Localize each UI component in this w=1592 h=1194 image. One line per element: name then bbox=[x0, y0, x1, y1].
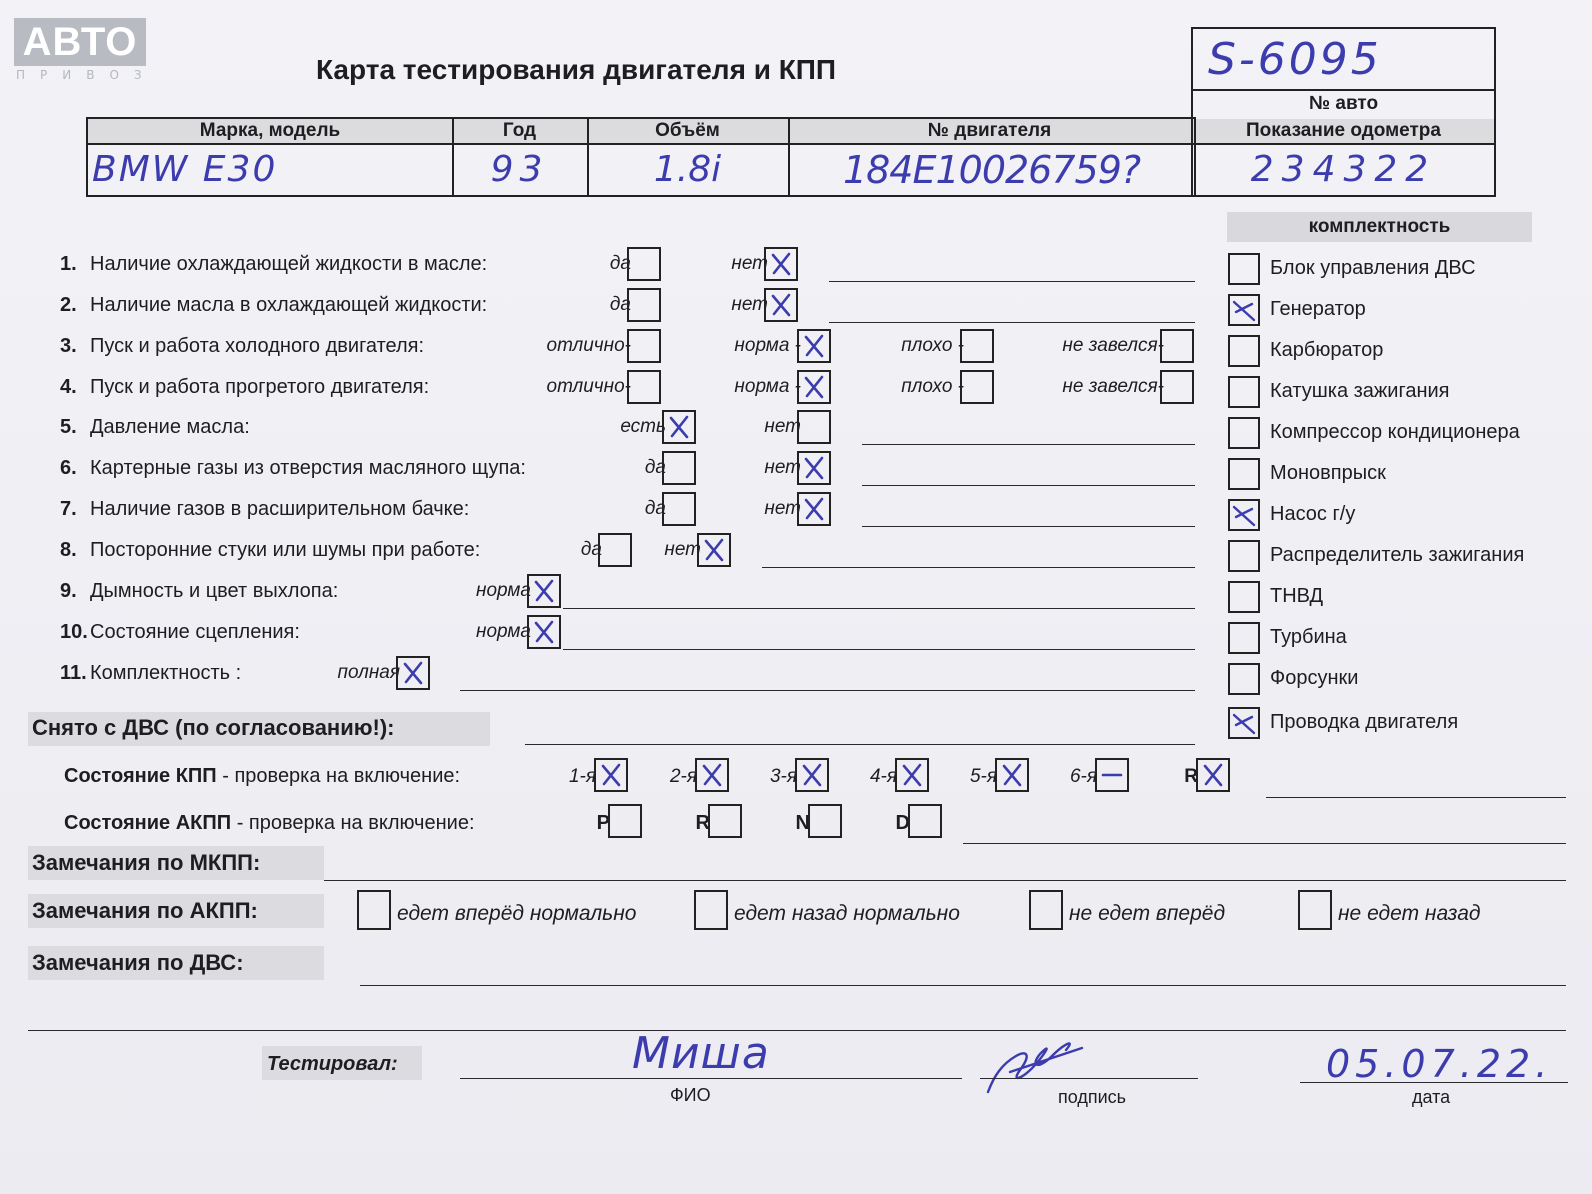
date-value[interactable]: 05.07.22. bbox=[1326, 1042, 1553, 1086]
header-col-odometer: Показание одометра bbox=[1246, 120, 1441, 141]
option-checkbox[interactable] bbox=[662, 492, 696, 526]
signature-stroke bbox=[988, 1043, 1082, 1092]
question-2 bbox=[60, 291, 487, 319]
option-checkbox[interactable] bbox=[797, 410, 831, 444]
component-label: Турбина bbox=[1270, 626, 1347, 648]
header-col-volume: Объём bbox=[655, 120, 720, 141]
question-number: 2. bbox=[60, 294, 77, 316]
check-x-mark bbox=[531, 619, 557, 645]
option-label: нет bbox=[731, 253, 768, 274]
date-caption: дата bbox=[1412, 1087, 1451, 1107]
gear-label: 1-я bbox=[568, 766, 596, 787]
option-label: не завелся- bbox=[1062, 335, 1164, 356]
component-checkbox[interactable] bbox=[1228, 707, 1260, 739]
akpp-mode-checkbox[interactable] bbox=[808, 804, 842, 838]
option-checkbox[interactable] bbox=[627, 288, 661, 322]
check-x-mark bbox=[400, 660, 426, 686]
question-text: Состояние сцепления: bbox=[90, 621, 300, 643]
gear-checkbox[interactable] bbox=[695, 758, 729, 792]
option-checkbox[interactable] bbox=[527, 615, 561, 649]
component-label: Катушка зажигания bbox=[1270, 380, 1450, 402]
kpp-label-bold: Состояние КПП bbox=[64, 765, 217, 787]
question-3 bbox=[60, 332, 424, 360]
remarks-akpp-label: Замечания по АКПП: bbox=[32, 898, 258, 923]
question-line[interactable] bbox=[862, 526, 1195, 527]
engine-number-value[interactable]: 184E10026759? bbox=[842, 148, 1141, 192]
option-label: да bbox=[644, 457, 666, 478]
header-col-engine-no: № двигателя bbox=[927, 120, 1052, 141]
question-line[interactable] bbox=[563, 649, 1195, 650]
option-label: есть bbox=[620, 416, 666, 437]
akpp-mode-checkbox[interactable] bbox=[608, 804, 642, 838]
option-checkbox[interactable] bbox=[960, 370, 994, 404]
kpp-line[interactable] bbox=[1266, 797, 1566, 798]
component-label: Генератор bbox=[1270, 298, 1366, 320]
akpp-remark-label: едет вперёд нормально bbox=[397, 902, 637, 925]
component-checkbox[interactable] bbox=[1228, 540, 1260, 572]
component-label: Моновпрыск bbox=[1270, 462, 1386, 484]
remarks-dvs-label: Замечания по ДВС: bbox=[32, 950, 244, 975]
question-line[interactable] bbox=[862, 444, 1195, 445]
dash-mark bbox=[1099, 762, 1125, 788]
question-6 bbox=[60, 454, 526, 482]
akpp-label-bold: Состояние АКПП bbox=[64, 812, 232, 834]
option-checkbox[interactable] bbox=[764, 288, 798, 322]
option-checkbox[interactable] bbox=[1160, 370, 1194, 404]
option-label: плохо - bbox=[901, 376, 964, 397]
akpp-mode-checkbox[interactable] bbox=[908, 804, 942, 838]
option-checkbox[interactable] bbox=[764, 247, 798, 281]
option-label: норма bbox=[476, 621, 531, 642]
option-label: нет bbox=[764, 416, 801, 437]
check-x-mark bbox=[699, 762, 725, 788]
gear-checkbox[interactable] bbox=[1095, 758, 1129, 792]
option-label: отлично- bbox=[546, 376, 631, 397]
name-caption: ФИО bbox=[670, 1085, 711, 1105]
option-label: нет bbox=[764, 498, 801, 519]
option-checkbox[interactable] bbox=[662, 410, 696, 444]
question-number: 5. bbox=[60, 416, 77, 438]
check-x-mark bbox=[1200, 762, 1226, 788]
remarks-dvs-line[interactable] bbox=[360, 985, 1566, 986]
question-7 bbox=[60, 495, 469, 523]
question-10 bbox=[60, 618, 300, 646]
option-label: нет bbox=[731, 294, 768, 315]
question-text: Наличие масла в охлаждающей жидкости: bbox=[90, 294, 488, 316]
option-checkbox[interactable] bbox=[797, 492, 831, 526]
option-checkbox[interactable] bbox=[797, 329, 831, 363]
gear-checkbox[interactable] bbox=[594, 758, 628, 792]
check-x-mark bbox=[799, 762, 825, 788]
component-label: Форсунки bbox=[1270, 667, 1359, 689]
component-label: Насос г/у bbox=[1270, 503, 1356, 525]
question-number: 8. bbox=[60, 539, 77, 561]
signature-line[interactable] bbox=[980, 1078, 1198, 1079]
question-number: 6. bbox=[60, 457, 77, 479]
header-col-make-model: Марка, модель bbox=[199, 120, 341, 141]
question-1 bbox=[60, 250, 487, 278]
option-checkbox[interactable] bbox=[396, 656, 430, 690]
component-label: Проводка двигателя bbox=[1270, 711, 1459, 733]
akpp-mode-label: N bbox=[795, 812, 810, 834]
akpp-remark-checkbox[interactable] bbox=[1298, 890, 1332, 930]
kpp-label bbox=[64, 762, 460, 790]
header-col-year: Год bbox=[502, 120, 537, 141]
question-number: 10. bbox=[60, 621, 88, 643]
question-text: Давление масла: bbox=[90, 416, 250, 438]
gear-label: 4-я bbox=[869, 766, 897, 787]
question-number: 3. bbox=[60, 335, 77, 357]
option-checkbox[interactable] bbox=[960, 329, 994, 363]
akpp-label bbox=[64, 809, 475, 837]
question-text: Картерные газы из отверстия масляного щупа: bbox=[90, 457, 526, 479]
option-checkbox[interactable] bbox=[797, 370, 831, 404]
option-checkbox[interactable] bbox=[627, 329, 661, 363]
check-x-mark bbox=[999, 762, 1025, 788]
akpp-remark-label: едет назад нормально bbox=[734, 902, 960, 925]
odometer-value[interactable]: 234322 bbox=[1250, 149, 1437, 190]
option-label: да bbox=[609, 253, 631, 274]
question-number: 1. bbox=[60, 253, 77, 275]
page-title: Карта тестирования двигателя и КПП bbox=[316, 54, 837, 85]
component-checkbox[interactable] bbox=[1228, 417, 1260, 449]
question-number: 7. bbox=[60, 498, 77, 520]
gear-checkbox[interactable] bbox=[1196, 758, 1230, 792]
question-line[interactable] bbox=[862, 485, 1195, 486]
signature-caption: подпись bbox=[1058, 1087, 1127, 1107]
akpp-mode-label: P bbox=[596, 812, 610, 834]
name-line[interactable] bbox=[460, 1078, 962, 1079]
check-x-mark bbox=[768, 292, 794, 318]
question-line[interactable] bbox=[829, 281, 1195, 282]
check-slash-mark bbox=[1232, 711, 1256, 735]
check-x-mark bbox=[701, 537, 727, 563]
remarks-mkpp-label: Замечания по МКПП: bbox=[32, 850, 261, 875]
akpp-remark-label: не едет вперёд bbox=[1069, 902, 1226, 925]
gear-checkbox[interactable] bbox=[895, 758, 929, 792]
component-checkbox[interactable] bbox=[1228, 581, 1260, 613]
akpp-label-rest: - проверка на включение: bbox=[231, 812, 475, 834]
question-text: Пуск и работа прогретого двигателя: bbox=[90, 376, 430, 398]
question-text: Наличие газов в расширительном бачке: bbox=[90, 498, 470, 520]
avtoprivoz-logo-subtitle: ПРИВОЗ bbox=[16, 68, 157, 82]
gear-checkbox[interactable] bbox=[995, 758, 1029, 792]
removed-label: Снято с ДВС (по согласованию!): bbox=[32, 715, 395, 740]
option-label: норма - bbox=[734, 376, 801, 397]
component-checkbox[interactable] bbox=[1228, 622, 1260, 654]
volume-value[interactable]: 1.8i bbox=[653, 149, 722, 190]
component-checkbox[interactable] bbox=[1228, 253, 1260, 285]
question-number: 4. bbox=[60, 376, 77, 398]
question-11 bbox=[60, 659, 241, 687]
make-model-value[interactable]: BMW E30 bbox=[92, 149, 278, 190]
date-line[interactable] bbox=[1300, 1082, 1568, 1083]
component-checkbox[interactable] bbox=[1228, 458, 1260, 490]
option-label: нет bbox=[764, 457, 801, 478]
question-text: Дымность и цвет выхлопа: bbox=[90, 580, 339, 602]
question-8 bbox=[60, 536, 480, 564]
option-checkbox[interactable] bbox=[1160, 329, 1194, 363]
option-label: да bbox=[644, 498, 666, 519]
option-label: да bbox=[609, 294, 631, 315]
tested-by-label: Тестировал: bbox=[267, 1053, 398, 1075]
gear-label: R bbox=[1184, 766, 1198, 787]
akpp-remark-checkbox[interactable] bbox=[694, 890, 728, 930]
question-text: Комплектность : bbox=[90, 662, 242, 684]
question-text: Наличие охлаждающей жидкости в масле: bbox=[90, 253, 488, 275]
check-x-mark bbox=[801, 374, 827, 400]
gear-label: 3-я bbox=[769, 766, 797, 787]
gear-label: 2-я bbox=[669, 766, 697, 787]
check-x-mark bbox=[801, 333, 827, 359]
component-label: Блок управления ДВС bbox=[1270, 257, 1476, 279]
component-checkbox[interactable] bbox=[1228, 499, 1260, 531]
akpp-mode-label: D bbox=[895, 812, 910, 834]
question-line[interactable] bbox=[563, 608, 1195, 609]
question-4 bbox=[60, 373, 429, 401]
component-label: Распределитель зажигания bbox=[1270, 544, 1525, 566]
auto-number-divider bbox=[1191, 89, 1496, 91]
question-line[interactable] bbox=[829, 322, 1195, 323]
akpp-line[interactable] bbox=[963, 843, 1566, 844]
check-x-mark bbox=[531, 578, 557, 604]
avtoprivoz-logo: АВТО bbox=[14, 18, 146, 66]
akpp-remark-checkbox[interactable] bbox=[357, 890, 391, 930]
akpp-remark-label: не едет назад bbox=[1338, 902, 1481, 925]
component-checkbox[interactable] bbox=[1228, 335, 1260, 367]
option-label: не завелся- bbox=[1062, 376, 1164, 397]
check-x-mark bbox=[801, 455, 827, 481]
check-x-mark bbox=[801, 496, 827, 522]
component-checkbox[interactable] bbox=[1228, 376, 1260, 408]
check-slash-mark bbox=[1232, 503, 1256, 527]
remarks-mkpp-line[interactable] bbox=[324, 880, 1566, 881]
auto-number-label: № авто bbox=[1308, 93, 1379, 114]
akpp-mode-label: R bbox=[695, 812, 710, 834]
check-x-mark bbox=[598, 762, 624, 788]
question-9 bbox=[60, 577, 338, 605]
akpp-mode-checkbox[interactable] bbox=[708, 804, 742, 838]
check-slash-mark bbox=[1232, 298, 1256, 322]
question-text: Посторонние стуки или шумы при работе: bbox=[90, 539, 481, 561]
option-checkbox[interactable] bbox=[797, 451, 831, 485]
option-label: да bbox=[580, 539, 602, 560]
gear-label: 6-я bbox=[1069, 766, 1097, 787]
option-checkbox[interactable] bbox=[697, 533, 731, 567]
option-checkbox[interactable] bbox=[627, 247, 661, 281]
option-checkbox[interactable] bbox=[627, 370, 661, 404]
option-checkbox[interactable] bbox=[598, 533, 632, 567]
question-text: Пуск и работа холодного двигателя: bbox=[90, 335, 425, 357]
option-label: плохо - bbox=[901, 335, 964, 356]
option-label: отлично- bbox=[546, 335, 631, 356]
auto-number-value[interactable]: S-6095 bbox=[1208, 34, 1382, 85]
component-label: Компрессор кондиционера bbox=[1270, 421, 1520, 443]
check-x-mark bbox=[899, 762, 925, 788]
option-label: норма bbox=[476, 580, 531, 601]
removed-line[interactable] bbox=[525, 744, 1195, 745]
option-label: нет bbox=[664, 539, 701, 560]
component-checkbox[interactable] bbox=[1228, 663, 1260, 695]
akpp-remark-checkbox[interactable] bbox=[1029, 890, 1063, 930]
option-label: норма - bbox=[734, 335, 801, 356]
question-number: 9. bbox=[60, 580, 77, 602]
check-x-mark bbox=[666, 414, 692, 440]
component-label: ТНВД bbox=[1270, 585, 1324, 607]
tester-name-value[interactable]: Миша bbox=[632, 1028, 770, 1079]
gear-checkbox[interactable] bbox=[795, 758, 829, 792]
option-checkbox[interactable] bbox=[662, 451, 696, 485]
question-number: 11. bbox=[60, 662, 87, 684]
component-label: Карбюратор bbox=[1270, 339, 1384, 361]
option-label: полная bbox=[337, 662, 400, 683]
check-x-mark bbox=[768, 251, 794, 277]
option-checkbox[interactable] bbox=[527, 574, 561, 608]
question-line[interactable] bbox=[460, 690, 1195, 691]
component-checkbox[interactable] bbox=[1228, 294, 1260, 326]
kpp-label-rest: - проверка на включение: bbox=[216, 765, 461, 787]
year-value[interactable]: 93 bbox=[490, 149, 549, 190]
completeness-title: комплектность bbox=[1227, 212, 1532, 242]
question-5 bbox=[60, 413, 250, 441]
remarks-dvs-line-2[interactable] bbox=[28, 1030, 1566, 1031]
question-line[interactable] bbox=[762, 567, 1195, 568]
gear-label: 5-я bbox=[969, 766, 997, 787]
